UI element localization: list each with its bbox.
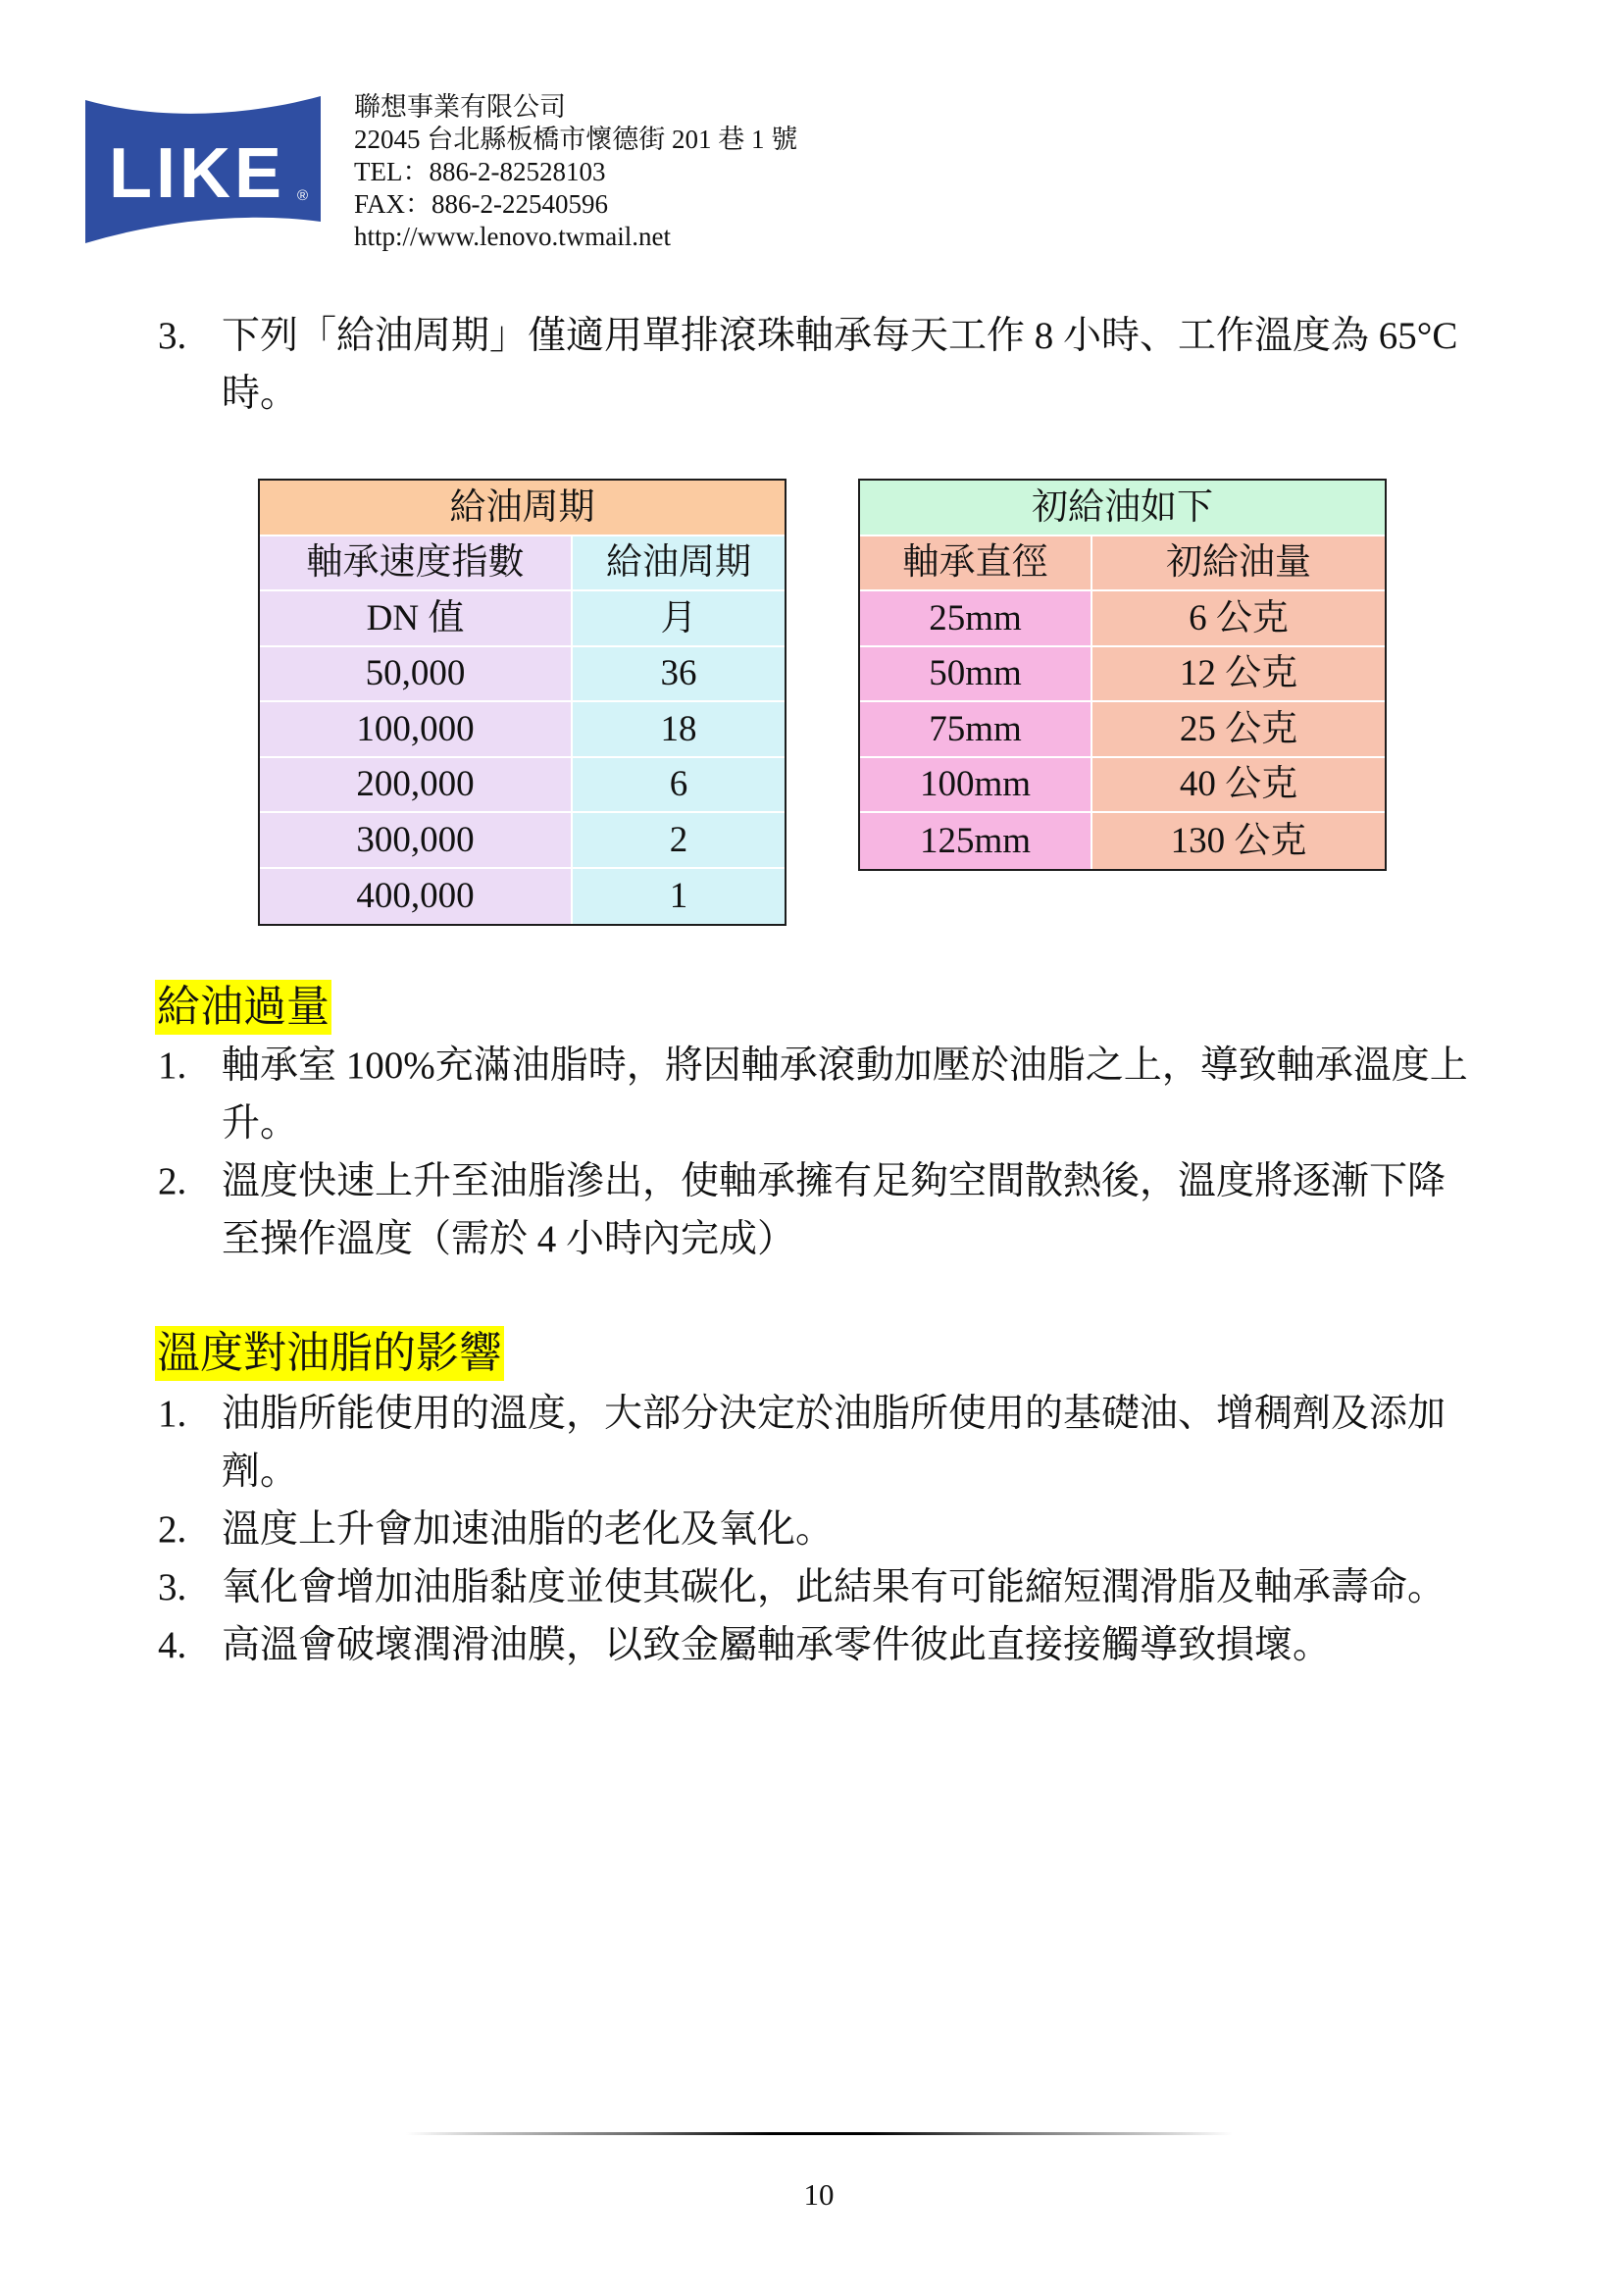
speed-index-cell: 50,000 [260,647,573,703]
initial-grease-amount-cell: 130 公克 [1092,813,1385,869]
table-title-row [860,481,1385,536]
initial-grease-amount-cell: 6 公克 [1092,591,1385,647]
table-row [260,591,785,647]
table-row [860,758,1385,814]
temperature-effect-list [158,1385,1477,1674]
bearing-diameter-cell: 50mm [860,647,1092,703]
column-header-interval: 給油周期 [573,536,785,592]
list-number: 4. [158,1624,187,1666]
section-heading-temperature-effect: 溫度對油脂的影響 [155,1326,504,1381]
lubrication-interval-table [258,479,787,926]
footer-divider [406,2132,1233,2135]
company-contact-block [354,91,797,253]
list-item [158,1385,1477,1501]
over-grease-list [158,1037,1477,1268]
list-number: 3. [158,1566,187,1608]
table-row [260,702,785,758]
interval-months-cell: 月 [573,591,785,647]
company-address: 22045 台北縣板橋市懷德街 201 巷 1 號 [354,125,798,154]
interval-months-cell: 6 [573,758,785,814]
bearing-diameter-cell: 75mm [860,702,1092,758]
list-number: 2. [158,1160,187,1202]
list-number: 1. [158,1393,187,1435]
list-item-text: 下列「給油周期」僅適用單排滾珠軸承每天工作 8 小時、工作溫度為 65°C時。 [222,315,1458,415]
list-number: 2. [158,1508,187,1551]
initial-grease-table [858,479,1387,871]
logo-wordmark: LIKE [108,134,286,213]
table-row [860,702,1385,758]
company-name: 聯想事業有限公司 [354,92,566,122]
list-item-text: 高溫會破壞潤滑油膜，以致金屬軸承零件彼此直接接觸導致損壞。 [222,1624,1332,1666]
column-header-bearing-diameter: 軸承直徑 [860,536,1092,592]
speed-index-cell: 400,000 [260,869,573,925]
initial-grease-amount-cell: 12 公克 [1092,647,1385,703]
table-title-row [260,481,785,536]
list-item [158,1152,1477,1268]
list-item-text: 軸承室 100%充滿油脂時，將因軸承滾動加壓於油脂之上，導致軸承溫度上升。 [222,1045,1468,1145]
table-row [260,758,785,814]
column-header-speed-index: 軸承速度指數 [260,536,573,592]
initial-grease-table-title: 初給油如下 [860,481,1385,536]
section-heading-over-grease: 給油過量 [155,980,331,1035]
initial-grease-amount-cell: 25 公克 [1092,702,1385,758]
list-item [158,1616,1477,1674]
interval-months-cell: 2 [573,813,785,869]
company-website: http://www.lenovo.twmail.net [354,222,671,251]
speed-index-cell: 100,000 [260,702,573,758]
list-item-text: 溫度上升會加速油脂的老化及氧化。 [222,1508,835,1551]
initial-grease-amount-cell: 40 公克 [1092,758,1385,814]
list-item-text: 油脂所能使用的溫度，大部分決定於油脂所使用的基礎油、增稠劑及添加劑。 [222,1393,1446,1493]
interval-months-cell: 18 [573,702,785,758]
bearing-diameter-cell: 100mm [860,758,1092,814]
list-number: 3. [158,315,187,357]
company-logo [85,96,321,243]
table-row [860,591,1385,647]
logo-registered-mark: ® [297,187,309,204]
list-item [158,307,1477,423]
table-row [260,813,785,869]
speed-index-cell: DN 值 [260,591,573,647]
list-item-text: 溫度快速上升至油脂滲出，使軸承擁有足夠空間散熱後，溫度將逐漸下降至操作溫度（需於 4 小時內完成） [222,1160,1446,1260]
list-item [158,1037,1477,1152]
table-row [860,813,1385,869]
speed-index-cell: 200,000 [260,758,573,814]
table-header-row [860,536,1385,592]
table-row [260,869,785,925]
company-fax: FAX：886-2-22540596 [354,189,608,219]
column-header-initial-amount: 初給油量 [1092,536,1385,592]
speed-index-cell: 300,000 [260,813,573,869]
interval-table-title: 給油周期 [260,481,785,536]
list-item [158,1501,1477,1558]
list-item [158,1558,1477,1616]
bearing-diameter-cell: 25mm [860,591,1092,647]
table-row [260,647,785,703]
interval-months-cell: 1 [573,869,785,925]
table-header-row [260,536,785,592]
intro-list [158,307,1477,423]
bearing-diameter-cell: 125mm [860,813,1092,869]
company-phone: TEL：886-2-82528103 [354,157,606,186]
interval-months-cell: 36 [573,647,785,703]
table-row [860,647,1385,703]
page-number: 10 [803,2177,835,2212]
list-number: 1. [158,1045,187,1087]
list-item-text: 氧化會增加油脂黏度並使其碳化，此結果有可能縮短潤滑脂及軸承壽命。 [222,1566,1446,1608]
